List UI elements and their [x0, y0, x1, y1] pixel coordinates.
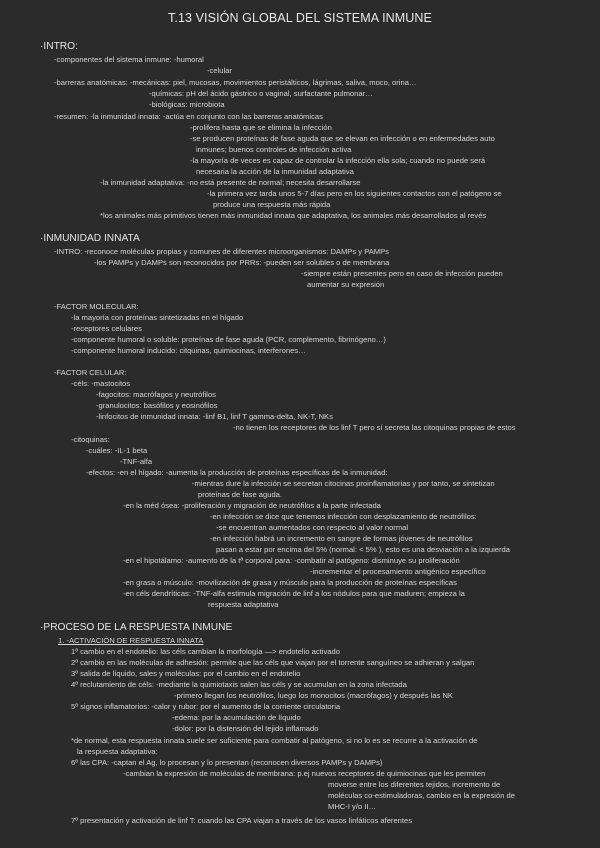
text-line: -FACTOR MOLECULAR:	[54, 302, 139, 311]
text-line: -la mayoría de veces es capaz de controlar la infección ella sola; cuando no puede será	[190, 156, 486, 165]
text-line: -céls: -mastocitos	[71, 379, 131, 388]
text-line: -la inmunidad adaptativa: -no está presente de normal; necesita desarrollarse	[100, 178, 361, 187]
text-line: MHC-I y/o II…	[328, 802, 377, 811]
text-line: -efectos: -en el hígado: -aumenta la producción de proteínas específicas de la inmunidad:	[86, 468, 388, 477]
text-line: -en infección se dice que tenemos infección con desplazamiento de neutrófilos:	[210, 512, 477, 521]
text-line: -resumen: -la inmunidad innata: -actúa en conjunto con las barreras anatómicas	[54, 112, 323, 121]
text-line: -en infección habrá un incremento en sangre de formas jóvenes de neutrófilos	[210, 534, 473, 543]
text-line: -fagocitos: macrófagos y neutrófilos	[96, 390, 216, 399]
text-line: -TNF-alfa	[120, 457, 153, 466]
text-line: -en el hipotálamo: -aumento de la tª corporal para: -combatir al patógeno: disminuye su proliferación	[123, 556, 460, 565]
text-line: *de normal, esta respuesta innata suele ser suficiente para combatir al patógeno, si no lo es se recurre a la activación de	[71, 736, 478, 745]
document-title: T.13 VISIÓN GLOBAL DEL SISTEMA INMUNE	[168, 11, 432, 25]
text-line: 1º cambio en el endotelio: las céls cambian la morfología —> endotelio activado	[71, 647, 340, 656]
text-line: -se producen proteínas de fase aguda que se elevan en infección o en enfermedades auto	[190, 134, 495, 143]
text-line: -primero llegan los neutrófilos, luego los monocitos (macrófagos) y después las NK	[174, 691, 453, 700]
text-line: -en grasa o músculo: -movilización de grasa y músculo para la producción de proteínas específicas	[123, 578, 457, 587]
text-line: 1. -ACTIVACIÓN DE RESPUESTA INNATA	[58, 636, 204, 645]
text-line: -incrementar el procesamiento antigénico específico	[310, 567, 486, 576]
text-line: -FACTOR CELULAR:	[54, 368, 127, 377]
text-line: 4º reclutamiento de céls: -mediante la quimiotaxis salen las céls y se acumulan en la zona infectada	[71, 680, 407, 689]
text-line: 7º presentación y activación de linf T: cuando las CPA viajan a través de los vasos linfáticos aferentes	[71, 816, 413, 825]
text-line: -en céls dendríticas: -TNF-alfa estimula migración de linf a los nódulos para que maduren; empieza la	[123, 589, 465, 598]
text-line: necesaria la acción de la inmunidad adaptativa	[196, 167, 354, 176]
text-line: -los PAMPs y DAMPs son reconocidos por PRRs: -pueden ser solubles o de membrana	[94, 258, 390, 267]
text-line: moléculas co-estimuladoras, cambio en la expresión de	[328, 791, 515, 800]
text-line: -cambian la expresión de moléculas de membrana: p.ej nuevos receptores de quimiocinas que les permiten	[123, 769, 486, 778]
text-line: -INTRO: -reconoce moléculas propias y comunes de diferentes microorganismos: DAMPs y PAMPs	[54, 247, 389, 256]
text-line: inmunes; buenos controles de infección activa	[196, 145, 352, 154]
text-line: proteínas de fase aguda.	[198, 490, 283, 499]
text-line: -la mayoría con proteínas sintetizadas en el hígado	[71, 313, 244, 322]
text-line: -linfocitos de inmunidad innata: -linf B1, linf T gamma-delta, NK-T, NKs	[96, 412, 333, 421]
text-line: -granulocitos: basófilos y eosinófilos	[96, 401, 218, 410]
text-line: aumentar su expresión	[307, 280, 385, 289]
text-line: moverse entre los diferentes tejidos, incremento de	[328, 780, 501, 789]
text-line: -receptores celulares	[71, 324, 142, 333]
text-line: *los animales más primitivos tienen más inmunidad innata que adaptativa, los animales más desarrollados al revés	[100, 211, 487, 220]
text-line: produce una respuesta más rápida	[213, 200, 331, 209]
text-line: 3º salida de líquido, sales y moléculas: por el cambio en el endotelio	[71, 669, 301, 678]
text-line: -biológicas: microbiota	[149, 100, 225, 109]
text-line: -siempre están presentes pero en caso de infección pueden	[301, 269, 503, 278]
text-line: -no tienen los receptores de los linf T pero sí secreta las citoquinas propias de estos	[233, 423, 516, 432]
text-line: 5º signos inflamatorios: -calor y rubor: por el aumento de la corriente circulatoria	[71, 702, 341, 711]
section-heading: ·INMUNIDAD INNATA	[40, 233, 140, 244]
text-line: -componente humoral inducido: citquinas, quimiocinas, interferones…	[71, 346, 306, 355]
text-line: -la primera vez tarda unos 5-7 días pero en los siguientes contactos con el patógeno se	[207, 189, 502, 198]
section-heading: ·INTRO:	[40, 41, 78, 52]
text-line: -mientras dure la infección se secretan citocinas proinflamatorias y por tanto, se sintetizan	[192, 479, 495, 488]
text-line: -componente humoral o soluble: proteínas de fase aguda (PCR, complemento, fibrinógeno…)	[71, 335, 386, 344]
text-line: -citoquinas:	[71, 435, 110, 444]
text-line: 6º las CPA: -captan el Ag, lo procesan y lo presentan (reconocen diversos PAMPs y DAMPs)	[71, 758, 383, 767]
text-line: -cuáles: -IL-1 beta	[86, 446, 148, 455]
text-line: -se encuentran aumentados con respecto al valor normal	[216, 523, 409, 532]
text-line: -en la méd ósea: -proliferación y migración de neutrófilos a la parte infectada	[123, 501, 381, 510]
text-line: -componentes del sistema inmune: -humoral	[54, 55, 204, 64]
text-line: pasan a estar por encima del 5% (normal: < 5% ), esto es una desviación a la izquierda	[216, 545, 510, 554]
section-heading: ·PROCESO DE LA RESPUESTA INMUNE	[40, 622, 233, 633]
text-line: 2º cambio en las moléculas de adhesión: permite que las céls que viajan por el torrente sanguíneo se adhieran y salgan	[71, 658, 475, 667]
text-line: -dolor: por la distensión del tejido inflamado	[172, 724, 319, 733]
text-line: -barreras anatómicas: -mecánicas: piel, mucosas, movimientos peristálticos, lágrimas, saliva, moco, orina…	[54, 78, 417, 87]
text-line: respuesta adaptativa	[208, 600, 279, 609]
text-line: -químicas: pH del ácido gástrico o vaginal, surfactante pulmonar…	[149, 89, 373, 98]
text-line: -prolifera hasta que se elimina la infección	[190, 123, 332, 132]
text-line: -edema: por la acumulación de líquido	[172, 713, 301, 722]
text-line: -celular	[207, 66, 232, 75]
text-line: la respuesta adaptativa:	[77, 747, 158, 756]
